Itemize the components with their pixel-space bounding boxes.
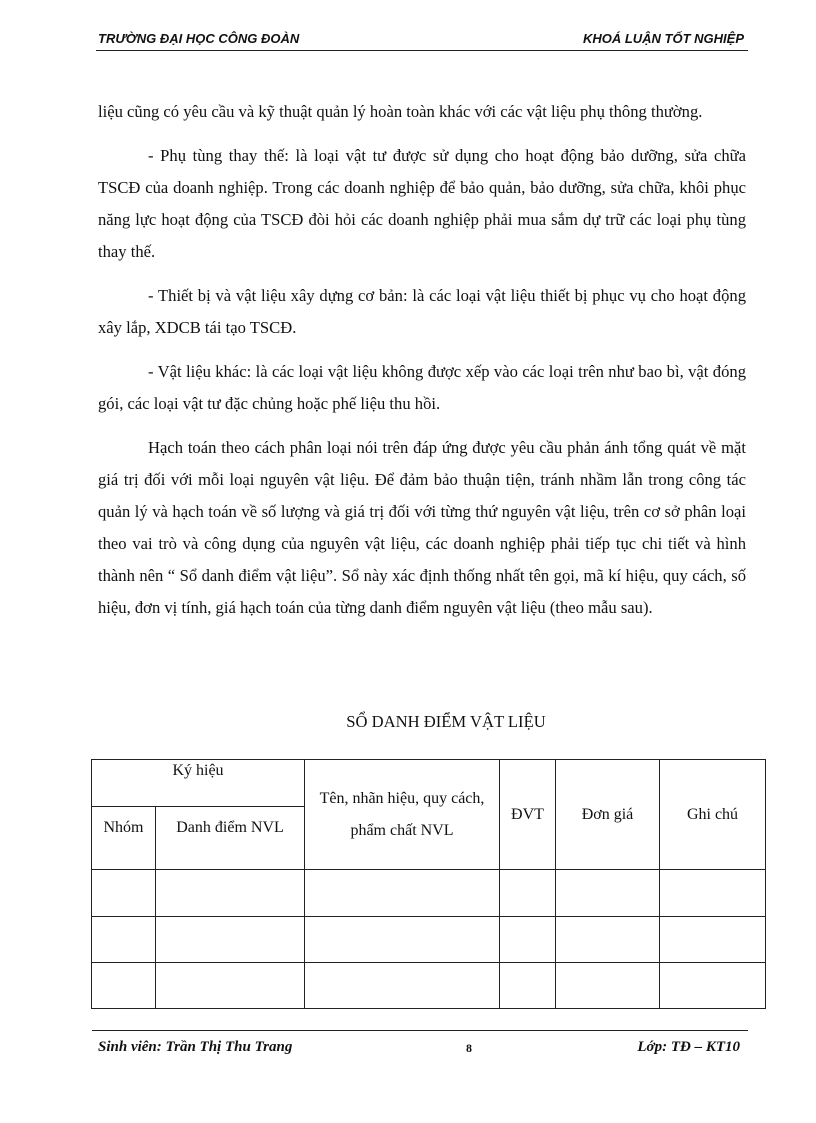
page-number: 8	[466, 1041, 472, 1055]
table-cell	[500, 963, 556, 1009]
page-header	[96, 28, 748, 51]
paragraph-construction-materials: - Thiết bị và vật liệu xây dựng cơ bản: là các loại vật liệu thiết bị phục vụ cho hoạt động xây lắp, XDCB tái tạo TSCĐ.	[98, 286, 746, 337]
paragraph-continuation: liệu cũng có yêu cầu và kỹ thuật quản lý hoàn toàn khác với các vật liệu phụ thông thường.	[98, 102, 703, 121]
table-cell	[660, 917, 766, 963]
header-ky-hieu: Ký hiệu	[92, 760, 305, 807]
table-cell	[556, 917, 660, 963]
body-text	[98, 96, 746, 636]
table-cell	[92, 870, 156, 917]
header-danh-diem: Danh điểm NVL	[156, 807, 305, 870]
table-cell	[156, 917, 305, 963]
table-cell	[156, 963, 305, 1009]
table-cell	[305, 917, 500, 963]
table-cell	[92, 917, 156, 963]
table-cell	[500, 917, 556, 963]
table-cell	[660, 963, 766, 1009]
table-row	[92, 963, 766, 1009]
header-ghi-chu: Ghi chú	[660, 760, 766, 870]
table-cell	[556, 870, 660, 917]
footer-class: Lớp: TĐ – KT10	[637, 1039, 740, 1055]
table-title: SỔ DANH ĐIỂM VẬT LIỆU	[346, 712, 546, 731]
table-row	[92, 870, 766, 917]
header-nhom: Nhóm	[92, 807, 156, 870]
table-cell	[660, 870, 766, 917]
table-cell	[500, 870, 556, 917]
header-ten-nhan-hieu: Tên, nhãn hiệu, quy cách, phẩm chất NVL	[305, 760, 500, 870]
table-cell	[305, 963, 500, 1009]
paragraph-other-materials: - Vật liệu khác: là các loại vật liệu không được xếp vào các loại trên như bao bì, vật đóng gói, các loại vật tư đặc chủng hoặc phế liệu thu hồi.	[98, 362, 746, 413]
table-row	[92, 917, 766, 963]
table-cell	[156, 870, 305, 917]
header-university: TRƯỜNG ĐẠI HỌC CÔNG ĐOÀN	[98, 31, 300, 46]
table-cell	[556, 963, 660, 1009]
header-don-gia: Đơn giá	[556, 760, 660, 870]
page-footer	[92, 1030, 748, 1059]
header-dvt: ĐVT	[500, 760, 556, 870]
paragraph-spare-parts: - Phụ tùng thay thế: là loại vật tư được sử dụng cho hoạt động bảo dưỡng, sửa chữa TSCĐ của doanh nghiệp. Trong các doanh nghiệp để bảo quản, bảo dưỡng, sửa chữa, khôi phục năng lực hoạt động của TSCĐ đòi hỏi các doanh nghiệp phải mua sắm dự trữ các loại phụ tùng thay thế.	[98, 146, 746, 261]
header-thesis-title: KHOÁ LUẬN TỐT NGHIỆP	[582, 31, 744, 46]
table-cell	[305, 870, 500, 917]
material-catalog-table	[91, 759, 766, 1009]
paragraph-accounting: Hạch toán theo cách phân loại nói trên đáp ứng được yêu cầu phản ánh tổng quát về mặt giá trị đối với mỗi loại nguyên vật liệu. Để đảm bảo thuận tiện, tránh nhầm lẫn trong công tác quản lý và hạch toán về số lượng và giá trị đối với từng thứ nguyên vật liệu, trên cơ sở phân loại theo vai trò và công dụng của nguyên vật liệu, các doanh nghiệp phải tiếp tục chi tiết và hình thành nên “ Sổ danh điểm vật liệu”. Sổ này xác định thống nhất tên gọi, mã kí hiệu, quy cách, số hiệu, đơn vị tính, giá hạch toán của từng danh điểm nguyên vật liệu (theo mẫu sau).	[98, 438, 746, 617]
table-cell	[92, 963, 156, 1009]
footer-student: Sinh viên: Trần Thị Thu Trang	[98, 1039, 293, 1055]
